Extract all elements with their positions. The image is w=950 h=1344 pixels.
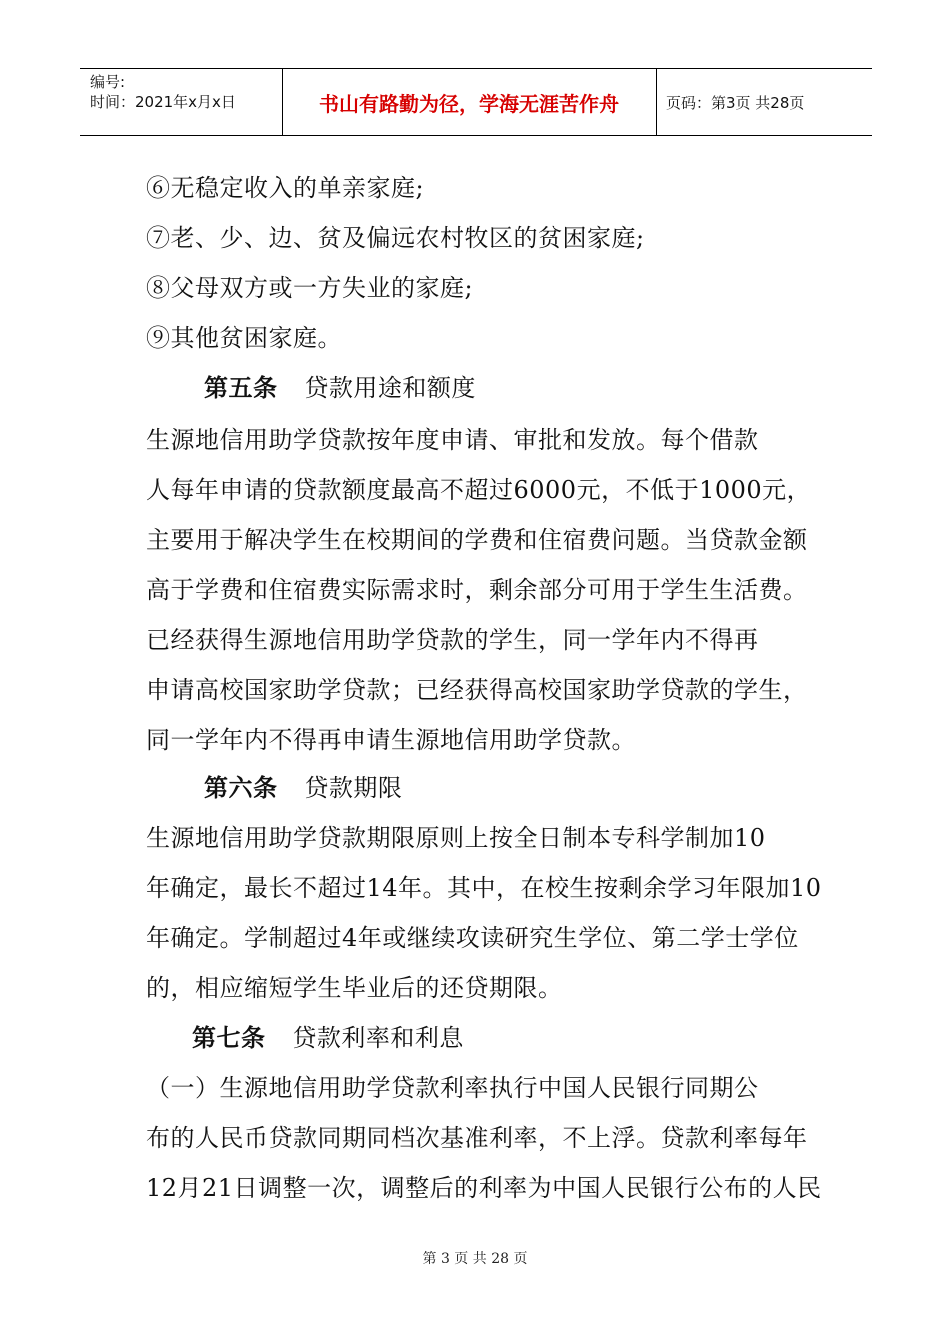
article-title: 贷款利率和利息 [292, 1024, 464, 1052]
article-number: 第七条 [192, 1023, 266, 1052]
paragraph-line: 申请高校国家助学贷款；已经获得高校国家助学贷款的学生， [146, 676, 808, 704]
list-item: ⑥无稳定收入的单亲家庭; [146, 174, 425, 202]
page-header [80, 68, 872, 136]
header-page-info: 页码：第3页 共28页 [666, 93, 805, 112]
article-7-heading [192, 1018, 872, 1053]
article-5-heading [204, 368, 884, 403]
time-label: 时间：2021年x月x日 [90, 93, 236, 111]
paragraph-line: 布的人民币贷款同期同档次基准利率，不上浮。贷款利率每年 [146, 1124, 808, 1152]
paragraph-line: 生源地信用助学贷款期限原则上按全日制本专科学制加10 [146, 824, 766, 852]
article-title: 贷款期限 [304, 774, 403, 802]
paragraph-line: 年确定，最长不超过14年。其中，在校生按剩余学习年限加10 [146, 874, 822, 902]
list-item: ⑧父母双方或一方失业的家庭; [146, 274, 474, 302]
article-number: 第五条 [204, 373, 278, 402]
paragraph-line: 同一学年内不得再申请生源地信用助学贷款。 [146, 726, 636, 754]
article-number: 第六条 [204, 773, 278, 802]
paragraph-line: 12月21日调整一次，调整后的利率为中国人民银行公布的人民 [146, 1174, 822, 1202]
header-meta [90, 72, 278, 112]
paragraph-line: 生源地信用助学贷款按年度申请、审批和发放。每个借款 [146, 426, 759, 454]
article-title: 贷款用途和额度 [304, 374, 476, 402]
paragraph-line: 的，相应缩短学生毕业后的还贷期限。 [146, 974, 563, 1002]
paragraph-line: （一）生源地信用助学贷款利率执行中国人民银行同期公 [146, 1074, 759, 1102]
paragraph-line: 高于学费和住宿费实际需求时，剩余部分可用于学生生活费。 [146, 576, 808, 604]
header-motto: 书山有路勤为径，学海无涯苦作舟 [319, 91, 619, 116]
paragraph-line: 人每年申请的贷款额度最高不超过6000元，不低于1000元， [146, 476, 812, 504]
paragraph-line: 主要用于解决学生在校期间的学费和住宿费问题。当贷款金额 [146, 526, 808, 554]
header-divider [656, 69, 657, 135]
list-item: ⑨其他贫困家庭。 [146, 324, 342, 352]
article-6-heading [204, 768, 884, 803]
page-footer: 第 3 页 共 28 页 [422, 1251, 528, 1267]
list-item: ⑦老、少、边、贫及偏远农村牧区的贫困家庭; [146, 224, 645, 252]
paragraph-line: 年确定。学制超过4年或继续攻读研究生学位、第二学士学位 [146, 924, 799, 952]
paragraph-line: 已经获得生源地信用助学贷款的学生，同一学年内不得再 [146, 626, 759, 654]
number-label: 编号: [90, 73, 126, 91]
